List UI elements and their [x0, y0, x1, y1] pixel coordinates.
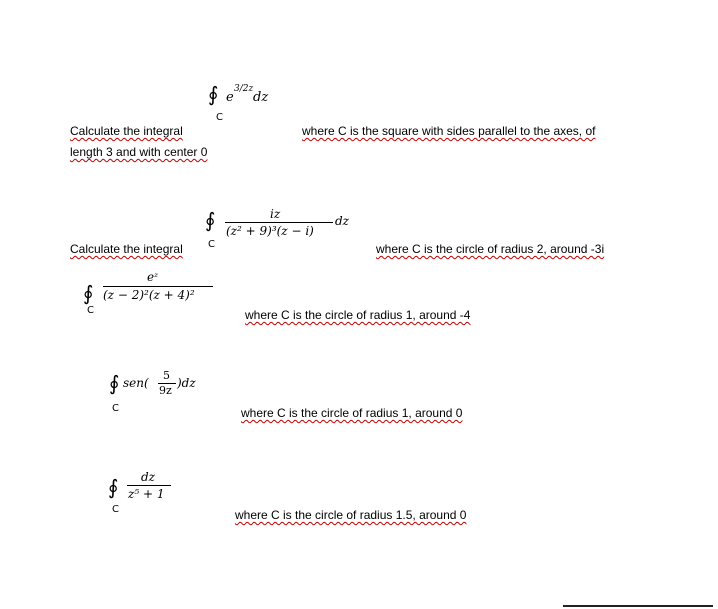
contour-label: C — [216, 112, 223, 123]
contour-integral-sign: ∮ — [205, 208, 216, 232]
inner-fraction-numerator: 5 — [163, 369, 170, 382]
contour-integral-sign: ∮ — [208, 82, 219, 106]
fraction-numerator: eᶻ — [147, 270, 159, 284]
inner-fraction-denominator: 9z — [159, 384, 172, 397]
contour-integral-sign: ∮ — [109, 371, 120, 395]
contour-integral-sign: ∮ — [83, 281, 94, 305]
contour-description: where C is the circle of radius 2, around -3i — [376, 242, 605, 256]
contour-label: C — [112, 403, 119, 414]
fraction-denominator: (z − 2)²(z + 4)² — [103, 288, 195, 302]
contour-description: where C is the circle of radius 1, around -4 — [245, 308, 471, 322]
contour-label: C — [208, 239, 215, 250]
problem-label: Calculate the integral — [70, 242, 183, 256]
fraction-bar — [103, 286, 213, 287]
fraction-numerator: iz — [270, 207, 281, 221]
fraction-denominator: z⁵ + 1 — [128, 487, 165, 501]
integrand-base: e — [226, 90, 234, 105]
differential: dz — [335, 214, 350, 228]
contour-description-continued: length 3 and with center 0 — [70, 145, 208, 159]
contour-description: where C is the square with sides parallel to the axes, of — [302, 124, 596, 138]
fraction-numerator: dz — [141, 470, 156, 484]
differential: dz — [253, 90, 269, 105]
contour-label: C — [112, 504, 119, 515]
edge-divider — [563, 605, 713, 607]
contour-integral-sign: ∮ — [108, 475, 119, 499]
contour-description: where C is the circle of radius 1.5, around 0 — [235, 508, 467, 522]
function-close: )dz — [177, 376, 196, 390]
fraction-bar — [225, 222, 333, 223]
integrand-exponent: 3/2z — [234, 84, 254, 94]
contour-description: where C is the circle of radius 1, around 0 — [241, 406, 463, 420]
function-name: sen( — [123, 376, 149, 390]
problem-label: Calculate the integral — [70, 124, 183, 138]
fraction-bar — [127, 485, 171, 486]
contour-label: C — [87, 305, 94, 316]
fraction-denominator: (z² + 9)³(z − i) — [226, 224, 314, 238]
